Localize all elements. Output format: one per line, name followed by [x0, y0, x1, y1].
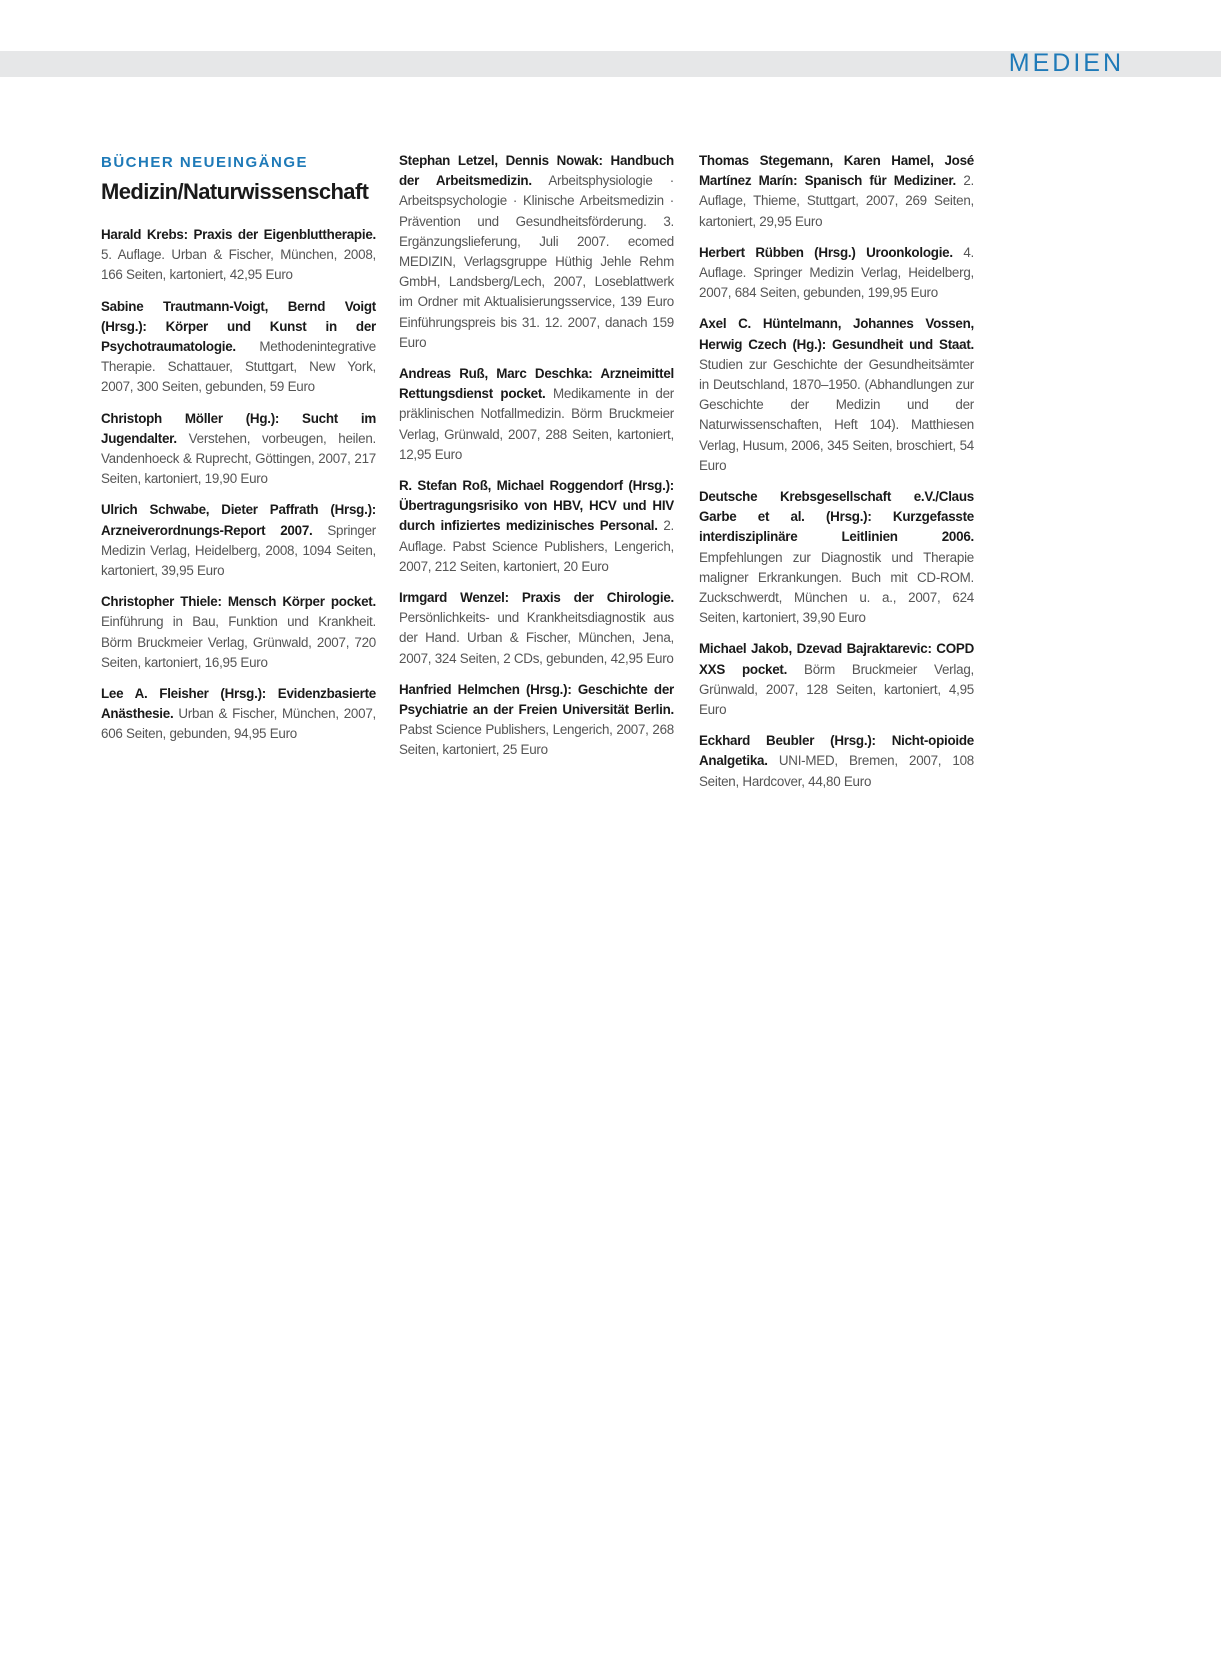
book-entry — [399, 151, 674, 353]
book-title: Harald Krebs: Praxis der Eigenbluttherapie. — [101, 227, 376, 242]
book-title: R. Stefan Roß, Michael Roggendorf (Hrsg.): Übertragungsrisiko von HBV, HCV und HIV durch infiziertes medizinisches Personal. — [399, 478, 674, 534]
book-entry — [399, 476, 674, 577]
column-1 — [101, 151, 376, 756]
book-entry — [101, 225, 376, 286]
book-title: Christopher Thiele: Mensch Körper pocket. — [101, 594, 376, 610]
book-entry — [699, 731, 974, 792]
book-details: Persönlichkeits- und Krankheitsdiagnostik aus der Hand. Urban & Fischer, München, Jena, 2007, 324 Seiten, 2 CDs, gebunden, 42,95 Euro — [399, 610, 674, 666]
book-title: Thomas Stegemann, Karen Hamel, José Martínez Marín: Spanisch für Mediziner. — [699, 153, 974, 189]
book-details: Studien zur Geschichte der Gesundheitsämter in Deutschland, 1870–1950. (Abhandlungen zur Geschichte der Medizin und der Naturwissenschaften, Heft 104). Matthiesen Verlag, Husum, 2006, 345 Seiten, broschiert, 54 Euro — [699, 356, 974, 473]
book-entry — [101, 684, 376, 745]
book-details: Pabst Science Publishers, Lengerich, 2007, 268 Seiten, kartoniert, 25 Euro — [399, 722, 674, 758]
book-title: Ulrich Schwabe, Dieter Paffrath (Hrsg.): Arzneiverordnungs-Report 2007. — [101, 502, 376, 538]
book-title: Axel C. Hüntelmann, Johannes Vossen, Herwig Czech (Hg.): Gesundheit und Staat. — [699, 316, 974, 352]
book-entry — [101, 500, 376, 581]
entry-list — [399, 151, 674, 761]
entry-list — [101, 225, 376, 745]
book-entry — [101, 592, 376, 673]
book-title: Sabine Trautmann-Voigt, Bernd Voigt (Hrsg.): Körper und Kunst in der Psychotraumatologie. — [101, 298, 376, 355]
book-title: Andreas Ruß, Marc Deschka: Arzneimittel Rettungsdienst pocket. — [399, 366, 674, 402]
book-entry — [101, 297, 376, 398]
book-details: Einführung in Bau, Funktion und Krankheit. Börm Bruckmeier Verlag, Grünwald, 2007, 720 Seiten, kartoniert, 16,95 Euro — [101, 614, 376, 670]
book-entry — [399, 588, 674, 669]
book-entry — [399, 680, 674, 761]
book-title: Herbert Rübben (Hrsg.) Uroonkologie. — [699, 244, 953, 260]
column-2 — [399, 151, 674, 772]
book-entry — [699, 314, 974, 476]
book-details: Methodenintegrative Therapie. Schattauer, Stuttgart, New York, 2007, 300 Seiten, gebunden, 59 Euro — [101, 339, 376, 395]
book-title: Eckhard Beubler (Hrsg.): Nicht-opioide Analgetika. — [699, 733, 974, 769]
book-title: Christoph Möller (Hg.): Sucht im Jugendalter. — [101, 410, 376, 446]
section-label: MEDIEN — [1008, 49, 1124, 77]
book-entry — [699, 639, 974, 720]
book-entry — [699, 151, 974, 232]
book-details: 5. Auflage. Urban & Fischer, München, 2008, 166 Seiten, kartoniert, 42,95 Euro — [101, 247, 376, 283]
book-entry — [399, 364, 674, 465]
book-details: Börm Bruckmeier Verlag, Grünwald, 2007, 128 Seiten, kartoniert, 4,95 Euro — [699, 661, 974, 718]
section-title: Medizin/Naturwissenschaft — [101, 179, 369, 204]
book-entry — [699, 243, 974, 304]
book-title: Deutsche Krebsgesellschaft e.V./Claus Garbe et al. (Hrsg.): Kurzgefasste interdisziplinäre Leitlinien 2006. — [699, 489, 974, 545]
book-title: Lee A. Fleisher (Hrsg.): Evidenzbasierte Anästhesie. — [101, 686, 376, 722]
book-details: Arbeitsphysiologie · Arbeitspsychologie · Klinische Arbeitsmedizin · Prävention und Gesundheitsförderung. 3. Ergänzungslieferung, Juli 2007. ecomed MEDIZIN, Verlagsgruppe Hüthig Jehle Rehm GmbH, Landsberg/Lech, 2007, Loseblattwerk im Ordner mit Aktualisierungsservice, 139 Euro Einführungspreis bis 31. 12. 2007, danach 159 Euro — [399, 173, 674, 350]
book-title: Michael Jakob, Dzevad Bajraktarevic: COPD XXS pocket. — [699, 641, 974, 677]
book-title: Irmgard Wenzel: Praxis der Chirologie. — [399, 590, 674, 606]
column-3 — [699, 151, 974, 803]
book-details: Urban & Fischer, München, 2007, 606 Seiten, gebunden, 94,95 Euro — [101, 706, 376, 742]
section-kicker: BÜCHER NEUEINGÄNGE — [101, 154, 309, 171]
book-details: 2. Auflage, Thieme, Stuttgart, 2007, 269 Seiten, kartoniert, 29,95 Euro — [699, 173, 974, 229]
book-details: Medikamente in der präklinischen Notfallmedizin. Börm Bruckmeier Verlag, Grünwald, 2007, 288 Seiten, kartoniert, 12,95 Euro — [399, 386, 674, 462]
book-details: Empfehlungen zur Diagnostik und Therapie maligner Erkrankungen. Buch mit CD-ROM. Zuckschwerdt, München u. a., 2007, 624 Seiten, kartoniert, 39,90 Euro — [699, 549, 974, 626]
book-details: 4. Auflage. Springer Medizin Verlag, Heidelberg, 2007, 684 Seiten, gebunden, 199,95 Euro — [699, 244, 974, 301]
book-title: Stephan Letzel, Dennis Nowak: Handbuch der Arbeitsmedizin. — [399, 153, 674, 189]
book-details: 2. Auflage. Pabst Science Publishers, Lengerich, 2007, 212 Seiten, kartoniert, 20 Euro — [399, 518, 675, 574]
book-title: Hanfried Helmchen (Hrsg.): Geschichte der Psychiatrie an der Freien Universität Berlin. — [399, 681, 674, 718]
book-entry — [101, 409, 376, 490]
book-details: Springer Medizin Verlag, Heidelberg, 2008, 1094 Seiten, kartoniert, 39,95 Euro — [101, 522, 376, 579]
book-details: Verstehen, vorbeugen, heilen. Vandenhoeck & Ruprecht, Göttingen, 2007, 217 Seiten, kartoniert, 19,90 Euro — [101, 430, 376, 487]
book-entry — [699, 487, 974, 628]
entry-list — [699, 151, 974, 792]
book-details: UNI-MED, Bremen, 2007, 108 Seiten, Hardcover, 44,80 Euro — [699, 753, 974, 789]
